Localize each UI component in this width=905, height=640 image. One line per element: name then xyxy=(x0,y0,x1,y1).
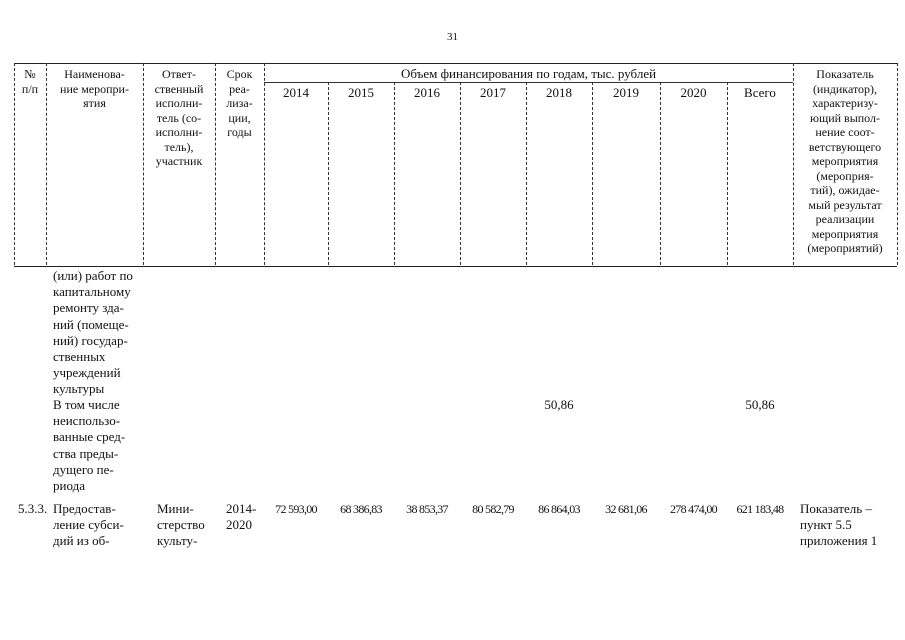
item-value-total: 621 183,48 xyxy=(736,502,784,516)
header-year: 2016 xyxy=(414,85,440,100)
header-responsible: Ответ- ственный исполни- тель (со- исполни- тель), участник xyxy=(154,67,204,168)
item-term: 2014- 2020 xyxy=(226,501,257,533)
item-indicator: Показатель – пункт 5.5 приложения 1 xyxy=(800,501,878,549)
item-value-2019: 32 681,06 xyxy=(605,502,647,516)
year-divider xyxy=(394,82,395,265)
page-number: 31 xyxy=(447,31,458,43)
header-total: Всего xyxy=(744,85,776,100)
item-responsible: Мини- стерство культу- xyxy=(157,501,205,549)
header-name: Наименова- ние меропри- ятия xyxy=(60,67,129,110)
col-divider xyxy=(897,63,898,265)
item-name: Предостав- ление субси- дий из об- xyxy=(53,501,124,549)
year-divider xyxy=(526,82,527,265)
continuation-text: (или) работ по капитальному ремонту зда- ний (помеще- ний) государ- ственных учреждений культуры xyxy=(53,268,133,397)
fin-title-underline xyxy=(264,82,793,83)
year-divider xyxy=(592,82,593,265)
header-year: 2018 xyxy=(546,85,572,100)
item-value-2014: 72 593,00 xyxy=(275,502,317,516)
item-number: 5.3.3. xyxy=(18,501,48,516)
header-year: 2020 xyxy=(680,85,707,100)
header-indicator: Показатель (индикатор), характеризу- ющий выпол- нение соот- ветствующего мероприятия (мероприя- тий), ожидае- мый результат реализации мероприятия (мероприятий) xyxy=(807,67,883,255)
header-num: № п/п xyxy=(21,67,39,96)
item-value-2017: 80 582,79 xyxy=(472,502,514,516)
including-2018-value: 50,86 xyxy=(544,397,574,412)
item-value-2020: 278 474,00 xyxy=(669,502,717,516)
header-year: 2015 xyxy=(348,85,374,100)
year-divider xyxy=(328,82,329,265)
item-value-2015: 68 386,83 xyxy=(340,502,382,516)
header-year: 2019 xyxy=(613,85,639,100)
including-text: В том числе неиспользо- ванные сред- ства преды- дущего пе- риода xyxy=(53,397,126,494)
item-value-2016: 38 853,37 xyxy=(406,502,448,516)
year-divider xyxy=(660,82,661,265)
header-year: 2014 xyxy=(283,85,309,100)
year-divider xyxy=(727,82,728,265)
header-financing-title: Объем финансирования по годам, тыс. рублей xyxy=(400,66,657,81)
header-term: Срок реа- лиза- ции, годы xyxy=(226,67,253,139)
including-total-value: 50,86 xyxy=(745,397,775,412)
item-value-2018: 86 864,03 xyxy=(538,502,580,516)
header-year: 2017 xyxy=(480,85,506,100)
year-divider xyxy=(460,82,461,265)
